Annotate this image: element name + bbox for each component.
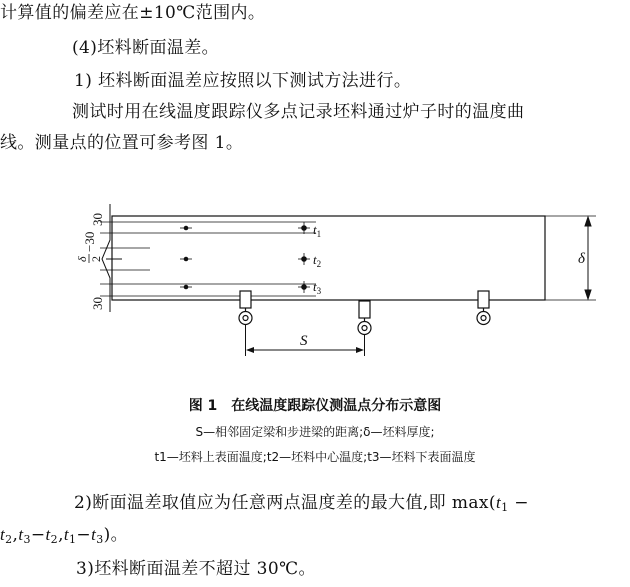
paragraph-line-1: 计算值的偏差应在±10℃范围内。 [0, 3, 266, 23]
paragraph-line-6: 2)断面温差取值应为任意两点温度差的最大值,即 $\max(t_1$ − [74, 493, 529, 514]
point-label-t1: $t_1$ [313, 222, 322, 239]
support-beams [239, 291, 490, 335]
svg-text:−30: −30 [82, 231, 97, 252]
section-heading-4: (4)坯料断面温差。 [72, 38, 220, 58]
paragraph-line-3: 1) 坯料断面温差应按照以下测试方法进行。 [74, 71, 412, 91]
billet-outline [112, 216, 545, 300]
thickness-label: δ [578, 251, 585, 267]
temperature-points-diagram [0, 190, 630, 370]
measure-points-left [184, 226, 189, 290]
svg-text:2: 2 [89, 256, 103, 262]
paragraph-line-4: 测试时用在线温度跟踪仪多点记录坯料通过炉子时的温度曲 [72, 102, 525, 122]
dim-mid-label [75, 232, 103, 263]
dim-bottom-label: 30 [90, 297, 105, 310]
point-label-t3: $t_3$ [313, 279, 322, 296]
dim-top-label: 30 [90, 213, 105, 226]
svg-text:δ: δ [75, 256, 89, 262]
figure-legend-1: S—相邻固定梁和步进梁的距离;δ—坯料厚度; [195, 425, 435, 439]
paragraph-line-8: 3)坯料断面温差不超过 30℃。 [76, 559, 316, 579]
figure-title: 图 1 在线温度跟踪仪测温点分布示意图 [188, 398, 442, 414]
spacing-label: S [300, 333, 308, 349]
point-label-t2: $t_2$ [313, 252, 322, 269]
figure-legend-2: t1—坯料上表面温度;t2—坯料中心温度;t3—坯料下表面温度 [154, 450, 476, 464]
paragraph-line-5: 线。测量点的位置可参考图 1。 [0, 133, 244, 153]
paragraph-line-7: $t_2,t_3-t_2,t_1-t_3$)。 [0, 525, 129, 546]
